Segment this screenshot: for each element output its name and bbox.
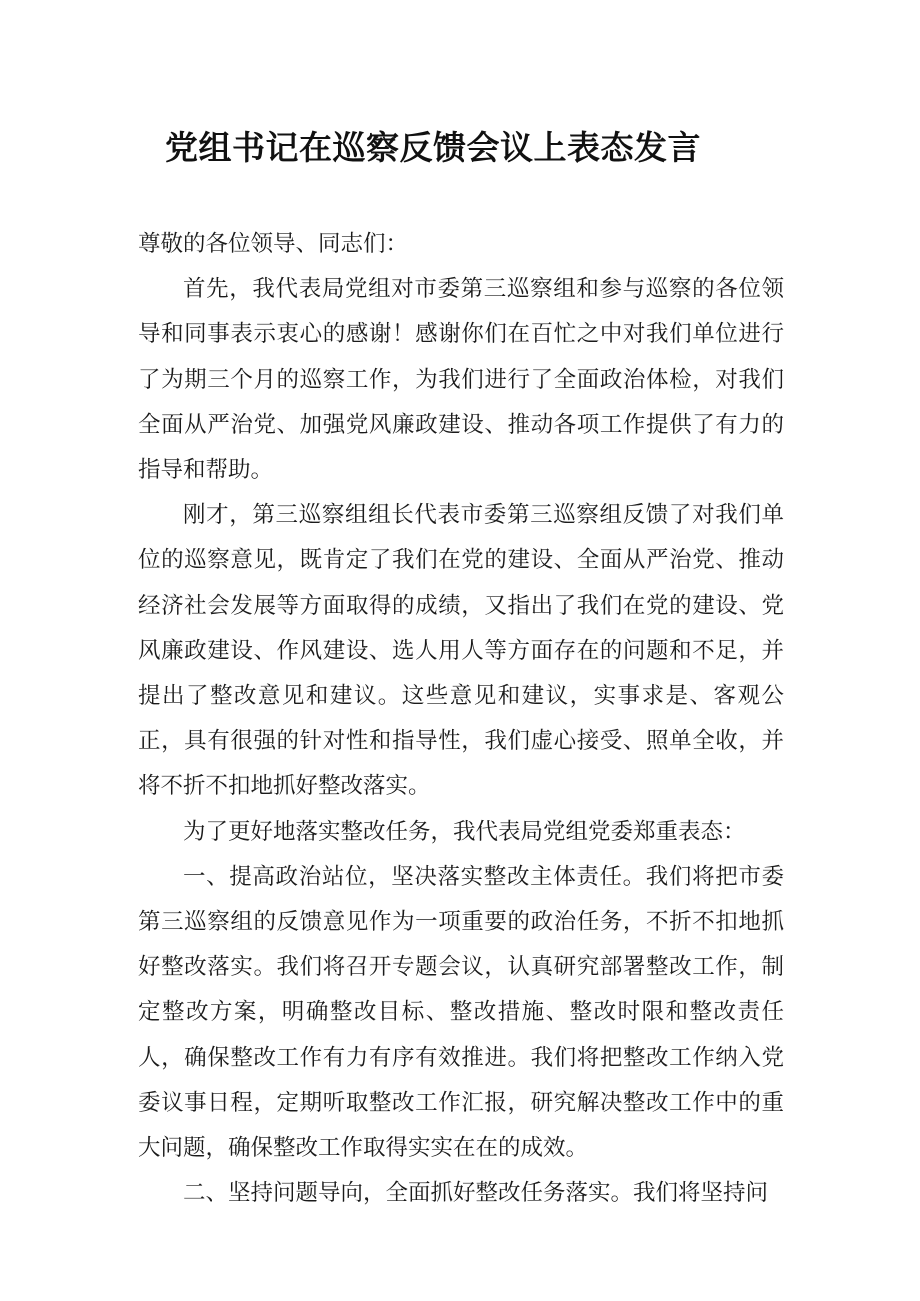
paragraph: 首先，我代表局党组对市委第三巡察组和参与巡察的各位领导和同事表示衷心的感谢！感谢你们在百忙之中对我们单位进行了为期三个月的巡察工作，为我们进行了全面政治体检，对我们全面从严治党、加强党风廉政建设、推动各项工作提供了有力的指导和帮助。 <box>138 276 784 484</box>
paragraph: 刚才，第三巡察组组长代表市委第三巡察组反馈了对我们单位的巡察意见，既肯定了我们在党的建设、全面从严治党、推动经济社会发展等方面取得的成绩，又指出了我们在党的建设、党风廉政建设、作风建设、选人用人等方面存在的问题和不足，并提出了整改意见和建议。这些意见和建议，实事求是、客观公正，具有很强的针对性和指导性，我们虚心接受、照单全收，并将不折不扣地抓好整改落实。 <box>138 502 784 800</box>
document-title: 党组书记在巡察反馈会议上表态发言 <box>165 128 701 167</box>
paragraph: 为了更好地落实整改任务，我代表局党组党委郑重表态： <box>183 818 746 845</box>
salutation: 尊敬的各位领导、同志们： <box>138 231 409 257</box>
paragraph: 一、提高政治站位，坚决落实整改主体责任。我们将把市委第三巡察组的反馈意见作为一项重要的政治任务，不折不扣地抓好整改落实。我们将召开专题会议，认真研究部署整改工作，制定整改方案，明确整改目标、整改措施、整改时限和整改责任人，确保整改工作有力有序有效推进。我们将把整改工作纳入党委议事日程，定期听取整改工作汇报，研究解决整改工作中的重大问题，确保整改工作取得实实在在的成效。 <box>138 863 784 1162</box>
paragraph: 二、坚持问题导向，全面抓好整改任务落实。我们将坚持问 <box>183 1180 769 1207</box>
document-body <box>138 222 784 1216</box>
